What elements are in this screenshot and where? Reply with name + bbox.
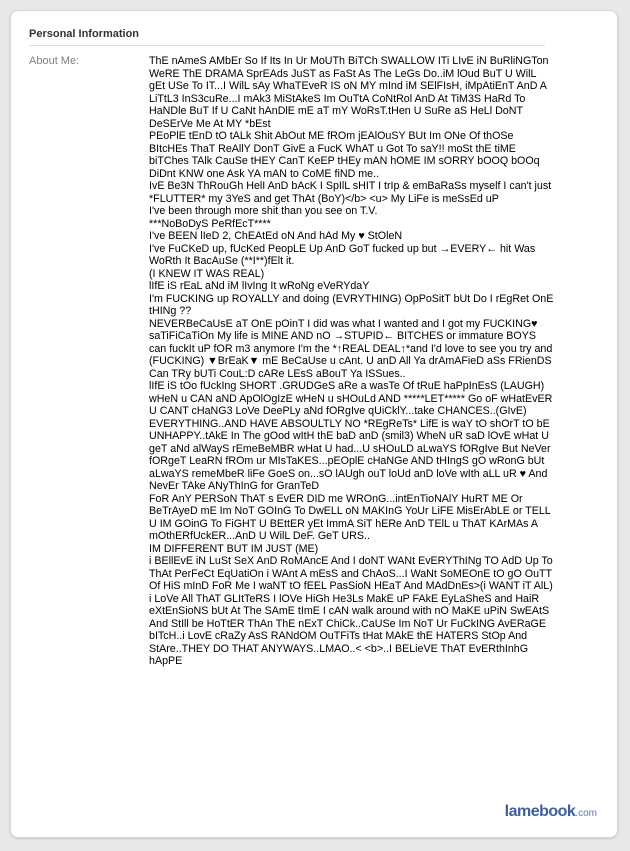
about-me-label: About Me:	[29, 55, 80, 67]
section-title: Personal Information	[29, 28, 140, 40]
section-divider	[29, 45, 545, 46]
watermark-suffix: .com	[575, 808, 597, 819]
about-me-text: ThE nAmeS AMbEr So If Its In Ur MoUTh BiTCh SWALLOW ITi LIvE iN BuRliNGTon WeRE ThE DRAMA SprEAds JuST as FaSt As The LeGs Do..iM lOud BuT U WilL gEt USe To IT...I WilL sAy WhaTEveR IS oN MY mInd iM SElFIsH, iMpAtiEnT AnD A LiTtL3 InS3cuRe...I mAk3 MiStAkeS Im OuTtA CoNtRol AnD At TiM3S HaRd To HaNDle BuT If U CaNt hAnDlE mE aT mY WoRsT.tHen U SuRe aS HeLl DoNT DeSErVe Me At MY *bEst PEoPlE tEnD tO tALk Shit AbOut ME fROm jEAlOuSY BUt Im ONe Of thOSe BItcHEs ThaT ReAllY DonT GivE a FucK WhAT u Got To saY!! moSt thE tiME biTChes TAlk CauSe tHEY CanT KeEP tHEy mAN hOME IM sORRY bOOQ bOOq DiDnt KNW one Ask YA mAN to CoME fiND me.. IvE Be3N ThRouGh HelI AnD bAcK I SpIlL sHIT I trIp & emBaRaSs myself I can't just *FLUTTER* my 3YeS and get ThAt (BoY)</b> <u> My LiFe is meSsEd uP I've been through more shit than you see on T.V. ***NoBoDyS PeRfEcT**** I've BEEN lIeD 2, ChEAtEd oN And hAd My ♥ StOleN I've FuCKeD up, fUcKed PeopLE Up AnD GoT fucked up but →EVERY← hit Was WoRth It BacAuSe (**I**)fElt it. (I KNEW IT WAS REAL) lIfE iS rEaL aNd iM lIvIng It wRoNg eVeRYdaY I'm FUCKING up ROYALLY and doing (EVRYTHING) OpPoSitT bUt Do I rEgRet OnE tHINg ?? NEVERBeCaUsE aT OnE pOinT I did was what I wanted and I got my FUCKING♥ saTiFiCaTiOn My life is MINE AND nO →STUPID← BITCHES or immature BOYS can fuckIt uP fOR m3 anymore I'm the *↑REAL DEAL↑*and I'd love to see you try and (FUCKING) ▼BrEaK▼ mE BeCaUse u cAnt. U anD All Ya drAmAFieD aSs FRienDS Can TRy bUTi CouL:D cARe LEsS aBouT Ya ISSues.. lIfE iS tOo fUckIng SHORT .GRUDGeS aRe a wasTe Of tRuE haPpInEsS (LAUGH) wHeN u CAN aND ApOlOgIzE wHeN u sHOuLd AND *****LET***** Go oF wHatEvER U CANT cHaNG3 LoVe DeePLy aNd fORgIve qUiCklY...take CHANCES..(GIvE) EVERYTHING..AND HAVE ABSOULTLY NO *REgReTs* LifE is waY tO shOrT tO bE UNHAPPY..tAkE In The gOod wItH thE baD anD (smil3) WheN uR saD lOvE wHat U geT aNd alWayS rEmeBeMBR wHat U had...U sHOuLD aLwaYS fORgIve But NeVer fORgeT LeaRN fROm ur MIsTaKES...pEOplE cHaNGe AND tHIngS gO wRonG bUt aLwaYS remeMbeR liFe GoeS on...sO lAUgh ouT loUd anD loVe wIth aLL uR ♥ And NevEr TAke ANyThInG for GranTeD FoR AnY PERSoN ThAT s EvER DID me WROnG...intEnTioNAlY HuRT ME Or BeTrAyeD mE Im NoT GOInG To DwELL oN MAKInG YoUr LiFE MisErAbLE or TELL U IM GOinG To FiGHT U BEttER yEt ImmA SiT hERe AnD TElL u ThAT KArMAs A mOthERfUckER...AnD U WilL DeF. GeT URS.. IM DIFFERENT BUT IM JUST (ME) i BEllEvE iN LuSt SeX AnD RoMAncE And I doNT WANt EvERYThINg TO AdD Up To ThAt PerFeCt EqUatiOn i WAnt A mEsS and ChAoS...I WaNt SoMEOnE tO gO OuTT Of HiS mInD FoR Me I waNT tO fEEL PasSioN HEaT And MAdDnEs>(i WANT iT AlL) i LoVe All ThAT GLItTeRS I lOVe HiGh He3Ls MakE uP FAkE EyLaSheS and HaiR eXtEnSioNS bUt At The SAmE tImE I cAN walk around with nO MaKE uPiN SwEAtS And StIll be HoTtER ThAn ThE nExT ChiCk..CaUSe Im NoT Ur FuCkING AvERaGE bITcH..i LovE cRaZy AsS RANdOM OuTFiTs tHat MAkE thE HATERS StOp And StAre..THEY DO THAT ANYWAYS..LMAO..< <b>..I BELieVE ThAT EvERthInhG hApPE	[149, 55, 554, 667]
watermark-brand: lamebook	[504, 803, 576, 820]
lamebook-watermark-logo	[505, 803, 597, 821]
profile-info-card	[10, 10, 618, 838]
